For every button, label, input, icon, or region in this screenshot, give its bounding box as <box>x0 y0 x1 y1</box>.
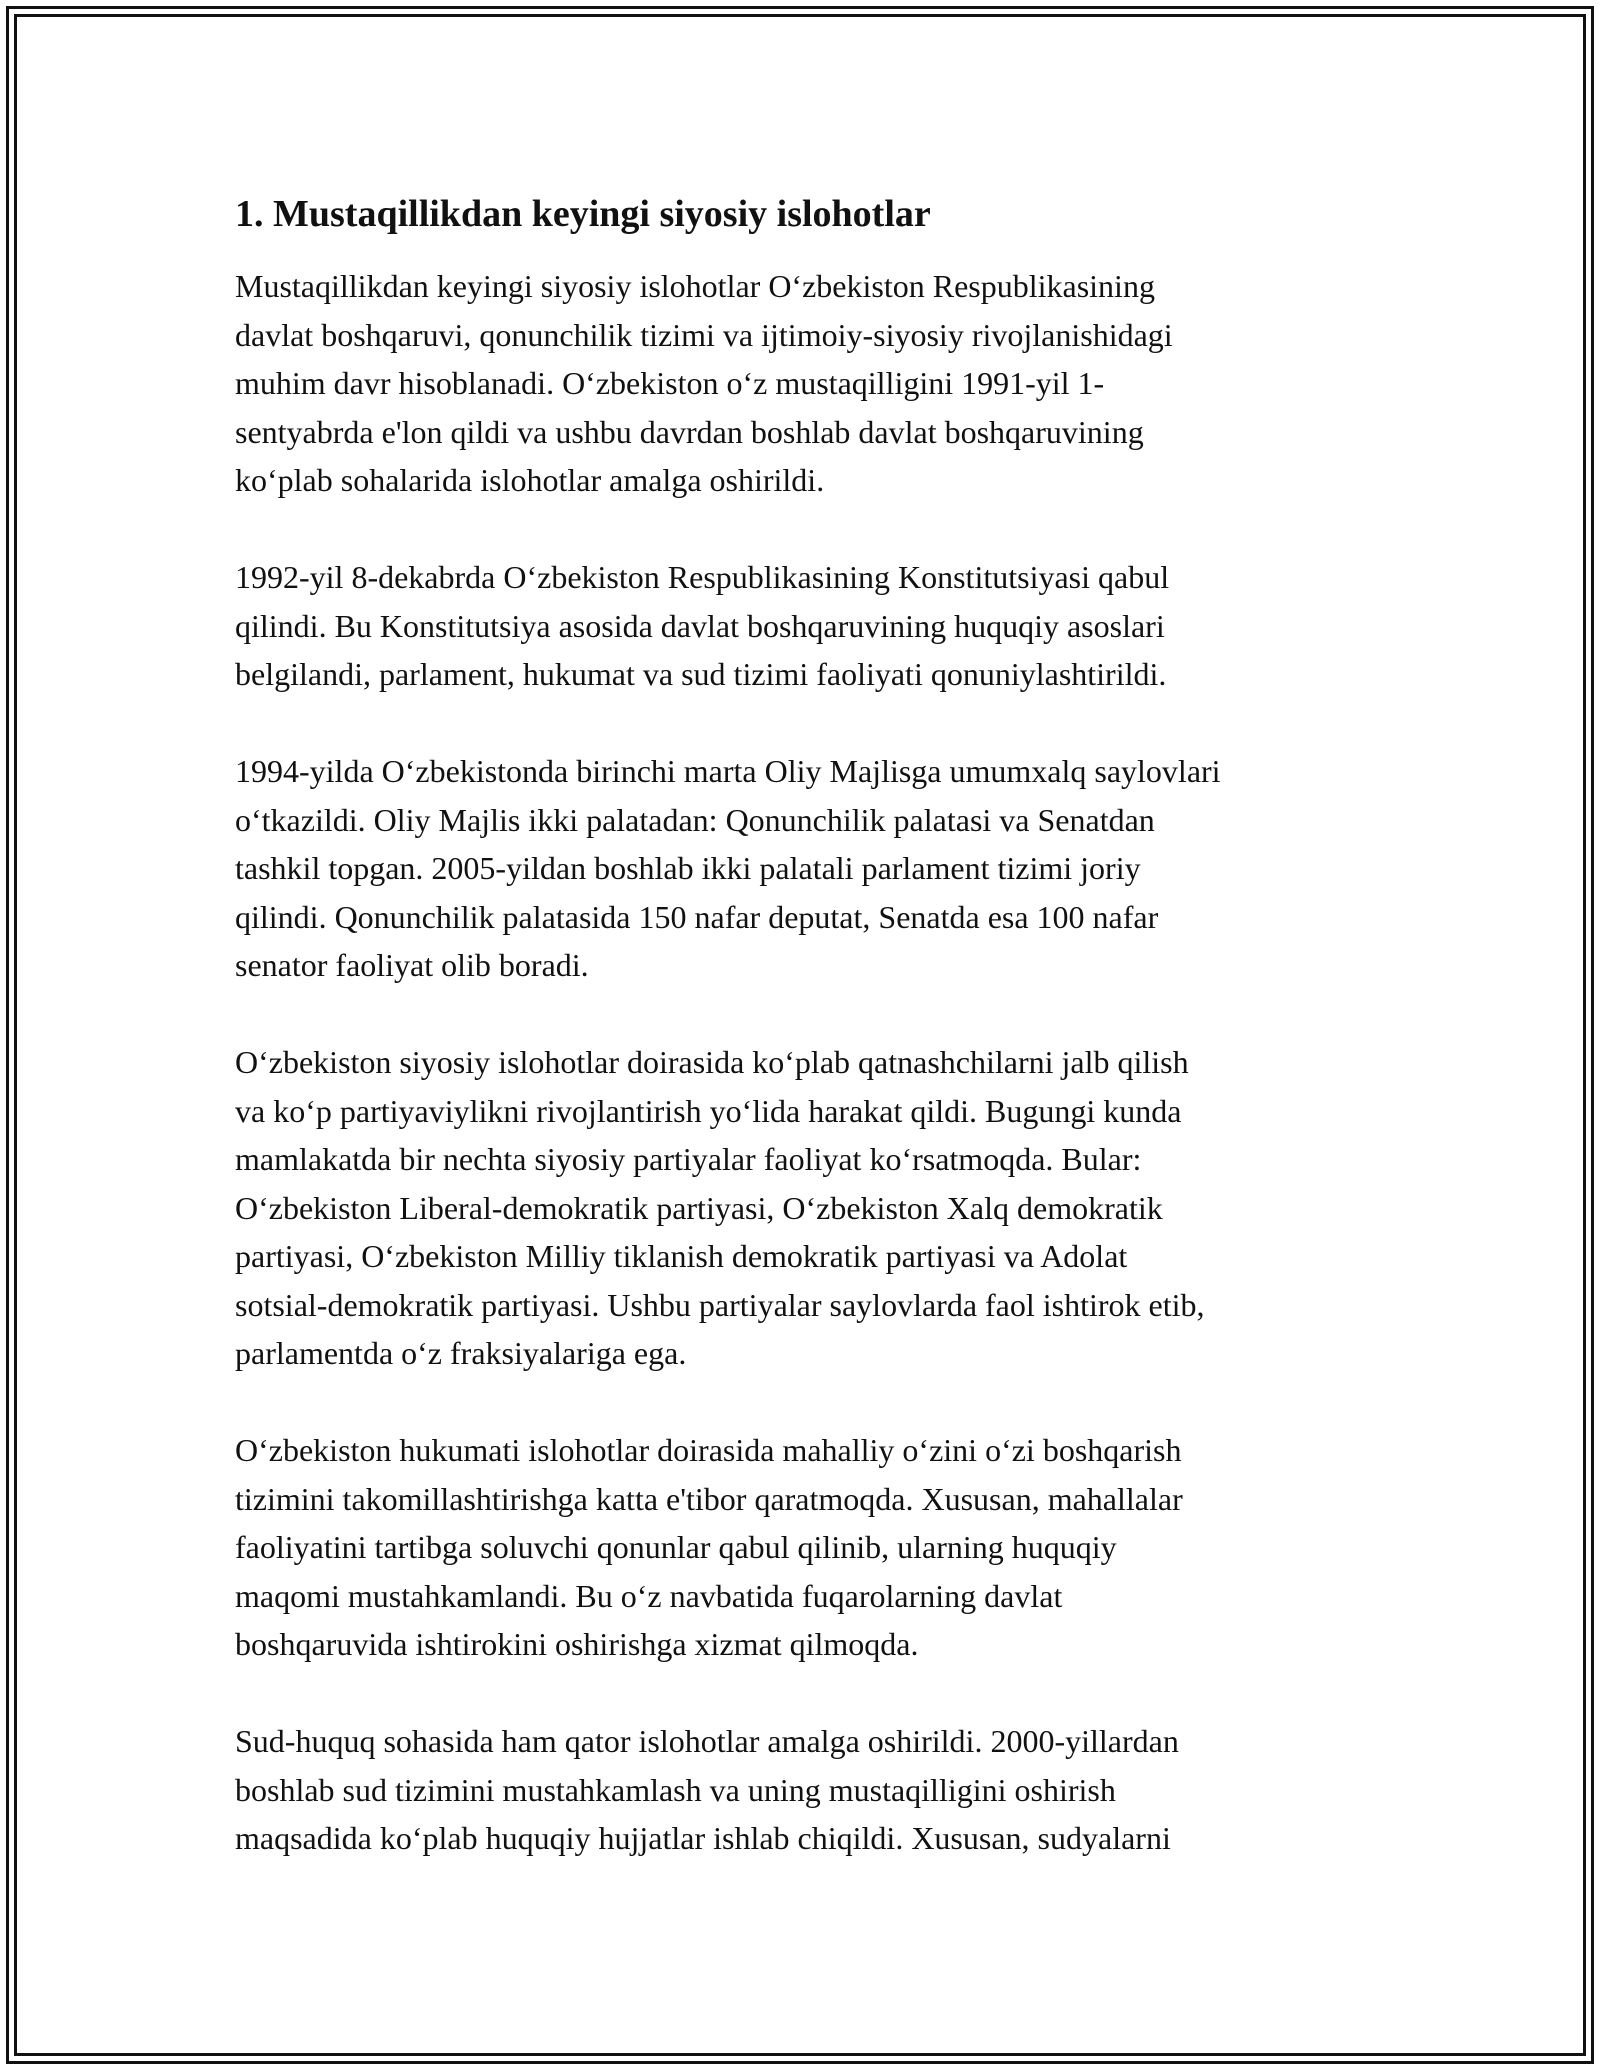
text-line: O‘zbekiston Liberal-demokratik partiyasi, O‘zbekiston Xalq demokratik <box>235 1189 1163 1226</box>
text-line: maqsadida ko‘plab huquqiy hujjatlar ishlab chiqildi. Xususan, sudyalarni <box>235 1820 1171 1856</box>
text-line: senator faoliyat olib boradi. <box>235 947 589 983</box>
document-title: 1. Mustaqillikdan keyingi siyosiy islohotlar <box>235 193 931 235</box>
text-line: qilindi. Bu Konstitutsiya asosida davlat boshqaruvining huquqiy asoslari <box>235 607 1165 644</box>
text-line: tizimini takomillashtirishga katta e'tibor qaratmoqda. Xususan, mahallalar <box>235 1480 1183 1517</box>
text-line: sentyabrda e'lon qildi va ushbu davrdan boshlab davlat boshqaruvining <box>235 413 1144 450</box>
text-line: ko‘plab sohalarida islohotlar amalga oshirildi. <box>235 462 825 498</box>
text-line: sotsial-demokratik partiyasi. Ushbu partiyalar saylovlarda faol ishtirok etib, <box>235 1286 1205 1323</box>
text-line: parlamentda o‘z fraksiyalariga ega. <box>235 1335 687 1371</box>
text-line: boshlab sud tizimini mustahkamlash va uning mustaqilligini oshirish <box>235 1771 1116 1808</box>
text-line: O‘zbekiston siyosiy islohotlar doirasida ko‘plab qatnashchilarni jalb qilish <box>235 1044 1189 1080</box>
text-line: maqomi mustahkamlandi. Bu o‘z navbatida fuqarolarning davlat <box>235 1577 1063 1614</box>
document-body <box>235 188 1385 1863</box>
text-line: belgilandi, parlament, hukumat va sud tizimi faoliyati qonuniylashtirildi. <box>235 656 1167 692</box>
text-line: partiyasi, O‘zbekiston Milliy tiklanish demokratik partiyasi va Adolat <box>235 1238 1128 1274</box>
text-line: faoliyatini tartibga soluvchi qonunlar qabul qilinib, ularning huquqiy <box>235 1529 1117 1565</box>
text-line: va ko‘p partiyaviylikni rivojlantirish yo‘lida harakat qildi. Bugungi kunda <box>235 1092 1182 1129</box>
text-line: O‘zbekiston hukumati islohotlar doirasida mahalliy o‘zini o‘zi boshqarish <box>235 1432 1182 1468</box>
text-line: 1992-yil 8-dekabrda O‘zbekiston Respublikasining Konstitutsiyasi qabul <box>235 559 1170 595</box>
text-line: tashkil topgan. 2005-yildan boshlab ikki palatali parlament tizimi joriy <box>235 850 1141 886</box>
text-line: Mustaqillikdan keyingi siyosiy islohotlar O‘zbekiston Respublikasining <box>235 268 1155 304</box>
text-line: boshqaruvida ishtirokini oshirishga xizmat qilmoqda. <box>235 1626 919 1662</box>
paragraph-judicial-reform <box>235 1717 1385 1863</box>
text-line: mamlakatda bir nechta siyosiy partiyalar faoliyat ko‘rsatmoqda. Bular: <box>235 1141 1142 1177</box>
text-line: o‘tkazildi. Oliy Majlis ikki palatadan: Qonunchilik palatasi va Senatdan <box>235 801 1155 838</box>
paragraph-local-self-government <box>235 1426 1385 1669</box>
paragraph-oliy-majlis <box>235 747 1385 990</box>
paragraph-constitution <box>235 553 1385 699</box>
text-line: muhim davr hisoblanadi. O‘zbekiston o‘z mustaqilligini 1991-yil 1- <box>235 365 1105 401</box>
text-line: Sud-huquq sohasida ham qator islohotlar amalga oshirildi. 2000-yillardan <box>235 1723 1179 1759</box>
paragraph-independence <box>235 262 1385 505</box>
text-line: davlat boshqaruvi, qonunchilik tizimi va ijtimoiy-siyosiy rivojlanishidagi <box>235 316 1173 353</box>
text-line: qilindi. Qonunchilik palatasida 150 nafar deputat, Senatda esa 100 nafar <box>235 898 1159 935</box>
text-line: 1994-yilda O‘zbekistonda birinchi marta Oliy Majlisga umumxalq saylovlari <box>235 753 1221 789</box>
paragraph-political-parties <box>235 1038 1385 1378</box>
